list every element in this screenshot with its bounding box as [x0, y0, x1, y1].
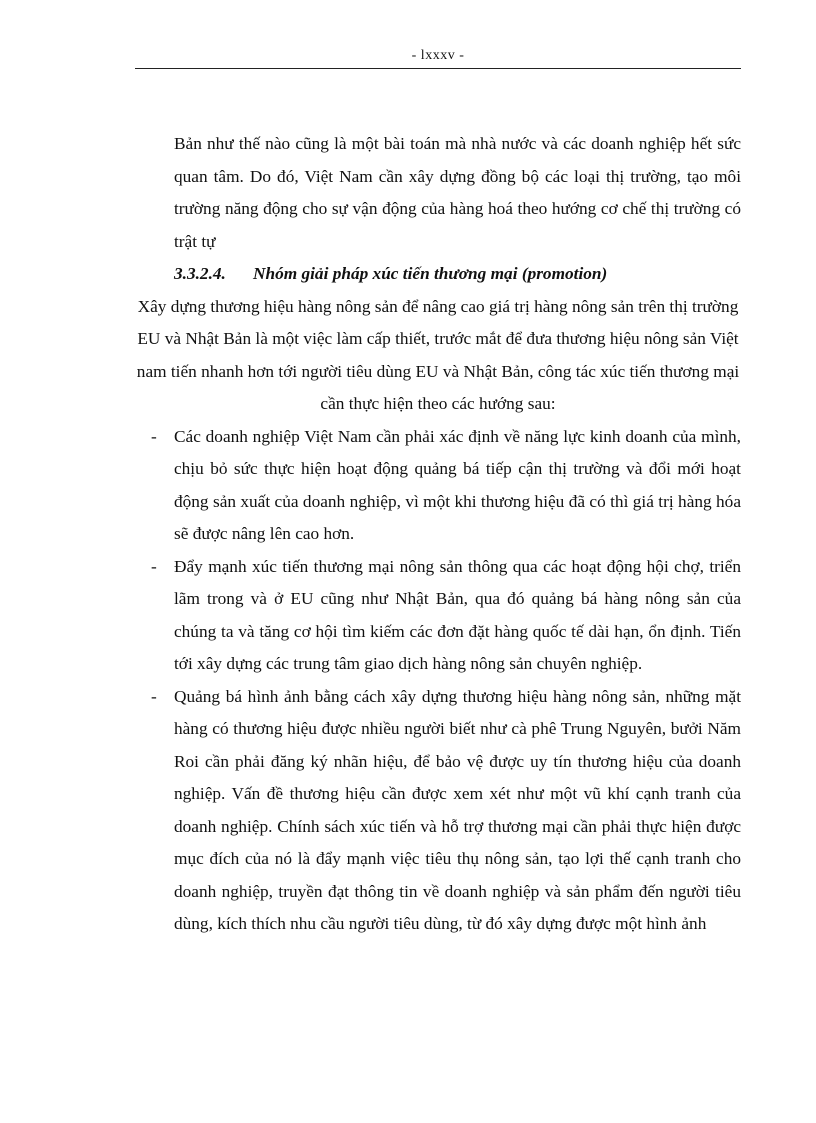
section-number: 3.3.2.4.: [174, 264, 226, 283]
bullet-text: Quảng bá hình ảnh bằng cách xây dựng thương hiệu hàng nông sản, những mặt hàng có thương hiệu được nhiều người biết như cà phê Trung Nguyên, bưởi Năm Roi cần phải đăng ký nhãn hiệu, để bảo vệ được uy tín thương hiệu của doanh nghiệp. Vấn đề thương hiệu cần được xem xét như một vũ khí cạnh tranh của doanh nghiệp. Chính sách xúc tiến và hỗ trợ thương mại cần phải thực hiện được mục đích của nó là đẩy mạnh việc tiêu thụ nông sản, tạo lợi thế cạnh tranh cho doanh nghiệp, truyền đạt thông tin về doanh nghiệp và sản phẩm đến người tiêu dùng, kích thích nhu cầu người tiêu dùng, từ đó xây dựng được một hình ảnh: [174, 686, 741, 933]
bullet-text: Các doanh nghiệp Việt Nam cần phải xác định về năng lực kinh doanh của mình, chịu bỏ sức thực hiện hoạt động quảng bá tiếp cận thị trường và đổi mới hoạt động sản xuất của doanh nghiệp, vì một khi thương hiệu đã có thì giá trị hàng hóa sẽ được nâng lên cao hơn.: [174, 426, 741, 543]
bullet-text: Đẩy mạnh xúc tiến thương mại nông sản thông qua các hoạt động hội chợ, triển lãm trong và ở EU cũng như Nhật Bản, qua đó quảng bá hàng nông sản của chúng ta và tăng cơ hội tìm kiếm các đơn đặt hàng quốc tế dài hạn, ổn định. Tiến tới xây dựng các trung tâm giao dịch hàng nông sản chuyên nghiệp.: [174, 556, 741, 673]
bullet-marker: -: [151, 426, 157, 446]
page-header: [135, 48, 741, 69]
list-item: [135, 681, 741, 941]
bullet-marker: -: [151, 686, 157, 706]
list-item: [135, 421, 741, 551]
bullet-list: [135, 421, 741, 941]
intro-paragraph: Xây dựng thương hiệu hàng nông sản để nâng cao giá trị hàng nông sản trên thị trường EU và Nhật Bản là một việc làm cấp thiết, trước mắt để đưa thương hiệu nông sản Việt nam tiến nhanh hơn tới người tiêu dùng EU và Nhật Bản, công tác xúc tiến thương mại cần thực hiện theo các hướng sau:: [136, 296, 740, 413]
list-item: [135, 551, 741, 681]
continuation-paragraph: Bản như thế nào cũng là một bài toán mà nhà nước và các doanh nghiệp hết sức quan tâm. Do đó, Việt Nam cần xây dựng đồng bộ các loại thị trường, tạo môi trường năng động cho sự vận động của hàng hoá theo hướng cơ chế thị trường có trật tự: [174, 134, 741, 251]
document-body: [135, 128, 741, 941]
section-heading: [135, 258, 741, 291]
page-number: - lxxxv -: [411, 48, 465, 63]
bullet-marker: -: [151, 556, 157, 576]
section-title: Nhóm giải pháp xúc tiến thương mại (promotion): [253, 264, 608, 283]
